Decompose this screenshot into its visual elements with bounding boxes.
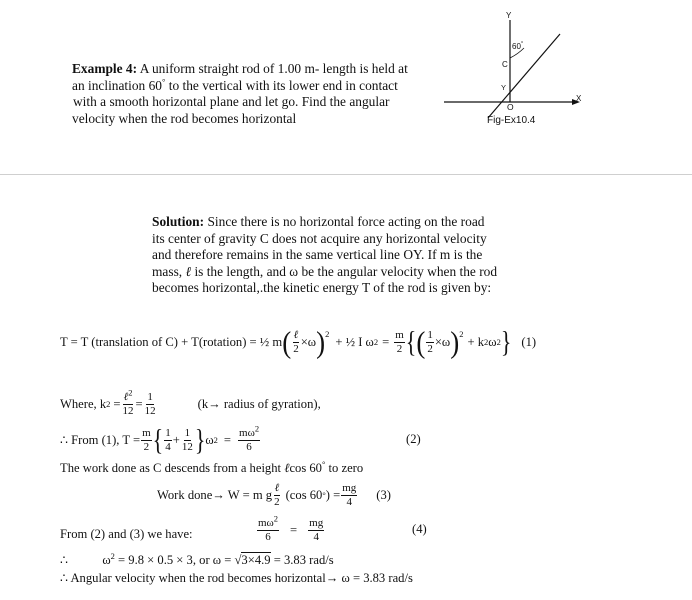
- work-equation: Work done→ W = m g $\frac{\text{ℓ}}{2}$ (cos 60 ° ) = $\frac{mg}{4}$ (3): [157, 481, 391, 508]
- from23-equation: [256, 512, 325, 548]
- from-1-line: ∴ From (1), T = $\frac{m}{2}$ { $\frac{1}{4}$ + $\frac{1}{12}$ } ω 2 = $\frac{m\omega^2}{6}$: [60, 422, 260, 457]
- eq1-mid: + ½ I ω: [335, 334, 374, 349]
- ell-symbol: ℓ: [185, 263, 192, 279]
- work-line: [60, 458, 364, 476]
- example-line-4: velocity when the rod becomes horizontal: [72, 110, 297, 126]
- sqrt-radicand: 3×4.9: [241, 553, 271, 567]
- solution-line-5: becomes horizontal,.the kinetic energy T of the rod is given by:: [152, 280, 492, 295]
- work-line-ell: ℓ: [284, 461, 290, 475]
- from1-equals: =: [223, 432, 232, 447]
- work-eq-frac-mg-4: $\frac{mg}{4}$: [342, 481, 357, 508]
- omega-sq: 2: [110, 550, 115, 561]
- figure-label-origin: O: [507, 102, 514, 112]
- from23-text: From (2) and (3) we have:: [60, 527, 193, 541]
- eq1-frac-ell-over-2: $\frac{\text{ℓ}}{2}$: [293, 328, 299, 355]
- example-heading: Example 4:: [72, 61, 138, 76]
- from23-frac-right: $\frac{mg}{4}$: [309, 516, 324, 543]
- omega-therefore: ∴: [60, 553, 69, 567]
- work-eq-frac-ell-2: $\frac{\text{ℓ}}{2}$: [274, 481, 280, 508]
- from1-frac-1-12: $\frac{1}{12}$: [181, 426, 193, 453]
- figure-label-angle: 60°: [512, 41, 524, 51]
- degree-mark: °: [162, 76, 166, 87]
- figure-label-c: C: [502, 60, 508, 69]
- eq1-w: ω: [488, 334, 497, 349]
- from1-frac-m-2: $\frac{m}{2}$: [142, 426, 151, 453]
- work-eq-text: Work done→ W = m g: [157, 487, 273, 502]
- solution-line-3: and therefore remains in the same vertical line OY. If m is the: [152, 247, 483, 262]
- solution-paragraph: [152, 214, 532, 297]
- from1-tag: (2): [406, 432, 421, 446]
- eq1-tag: (1): [521, 334, 537, 349]
- from1-omega: ω: [205, 432, 214, 447]
- figure-caption: Fig-Ex10.4: [487, 115, 536, 126]
- eq1-k2: + k: [467, 334, 485, 349]
- solution-line-2: its center of gravity C does not acquire any horizontal velocity: [152, 230, 487, 246]
- eq1-frac-1-over-2: $\frac{1}{2}$: [427, 328, 433, 355]
- omega-symbol-2: ω: [102, 553, 111, 567]
- section-divider: [0, 174, 692, 175]
- eq1-equals: =: [382, 334, 390, 349]
- where-eq-2: =: [135, 396, 143, 411]
- equation-1: T = T (translation of C) + T(rotation) = ½ m ( $\frac{\text{ℓ}}{2}$ ×ω ) 2 + ½ I ω 2 = $\frac{m}{2}$ { ( $\frac{1}{2}$ ×ω ) 2 + k 2 ω 2 } (1): [60, 324, 537, 360]
- figure-label-y: Y: [501, 83, 507, 92]
- omega-line: [60, 550, 334, 568]
- final-answer: ∴ Angular velocity when the rod becomes horizontal→ ω = 3.83 rad/s: [60, 571, 413, 585]
- omega-symbol: ω: [289, 263, 299, 279]
- where-eq-1: =: [113, 396, 121, 411]
- work-eq-cos: (cos 60: [285, 487, 323, 502]
- from1-frac-result: $\frac{m\omega^2}{6}$: [239, 422, 260, 453]
- from1-text: ∴ From (1), T =: [60, 432, 141, 447]
- eq1-frac-m-over-2: $\frac{m}{2}$: [395, 328, 404, 355]
- from1-plus: +: [172, 432, 180, 447]
- example-line-3: with a smooth horizontal plane and let go. Find the angular: [73, 94, 390, 109]
- solution-line-4a: mass,: [152, 263, 183, 279]
- example-problem: [72, 61, 442, 127]
- where-text: Where, k: [60, 396, 107, 411]
- where-frac-ell2-12: $\frac{\ell^2}{12}$: [122, 386, 134, 417]
- work-eq-close: ) =: [325, 487, 341, 502]
- from1-frac-1-4: $\frac{1}{4}$: [165, 426, 171, 453]
- eq1-times-omega: ×ω: [300, 334, 317, 349]
- work-line-tail: to zero: [328, 461, 364, 475]
- solution-heading: Solution:: [152, 214, 205, 229]
- from23-frac-left: $\frac{m\omega^2}{6}$: [258, 512, 279, 543]
- eq1-lhs: T = T (translation of C) + T(rotation) = ½ m: [60, 334, 283, 349]
- rod: [488, 34, 560, 118]
- figure-label-x-axis: X: [576, 94, 582, 103]
- omega-result: = 3.83 rad/s: [270, 553, 334, 567]
- figure-label-y-axis: Y: [506, 11, 512, 20]
- from23-eq: =: [290, 522, 298, 537]
- solution-line-4b: is the length, and: [194, 263, 286, 279]
- from23-tag: (4): [412, 522, 427, 536]
- work-line-text: The work done as C descends from a height: [60, 461, 282, 475]
- solution-line-1: Since there is no horizontal force acting on the road: [207, 214, 485, 229]
- solution-line-4c: be the angular velocity when the rod: [301, 263, 498, 279]
- work-line-cos: cos 60: [289, 461, 322, 475]
- example-line-2a: an inclination 60: [72, 77, 162, 93]
- eq1-times-omega-2: ×ω: [434, 334, 451, 349]
- omega-rest: = 9.8 × 0.5 × 3, or ω =: [114, 553, 232, 567]
- example-line-1: A uniform straight rod of 1.00 m- length is held at: [139, 61, 408, 76]
- example-line-2b: to the vertical with its lower end in contact: [165, 77, 398, 93]
- where-k-line: Where, k 2 = $\frac{\ell^2}{12}$ = $\frac{1}{12}$ (k→ radius of gyration),: [60, 386, 321, 417]
- sqrt-sign: √: [234, 553, 242, 567]
- work-eq-tag: (3): [376, 487, 391, 502]
- work-line-deg: °: [321, 458, 326, 469]
- where-note: (k→ radius of gyration),: [197, 396, 321, 411]
- where-frac-1-12: $\frac{1}{12}$: [144, 390, 156, 417]
